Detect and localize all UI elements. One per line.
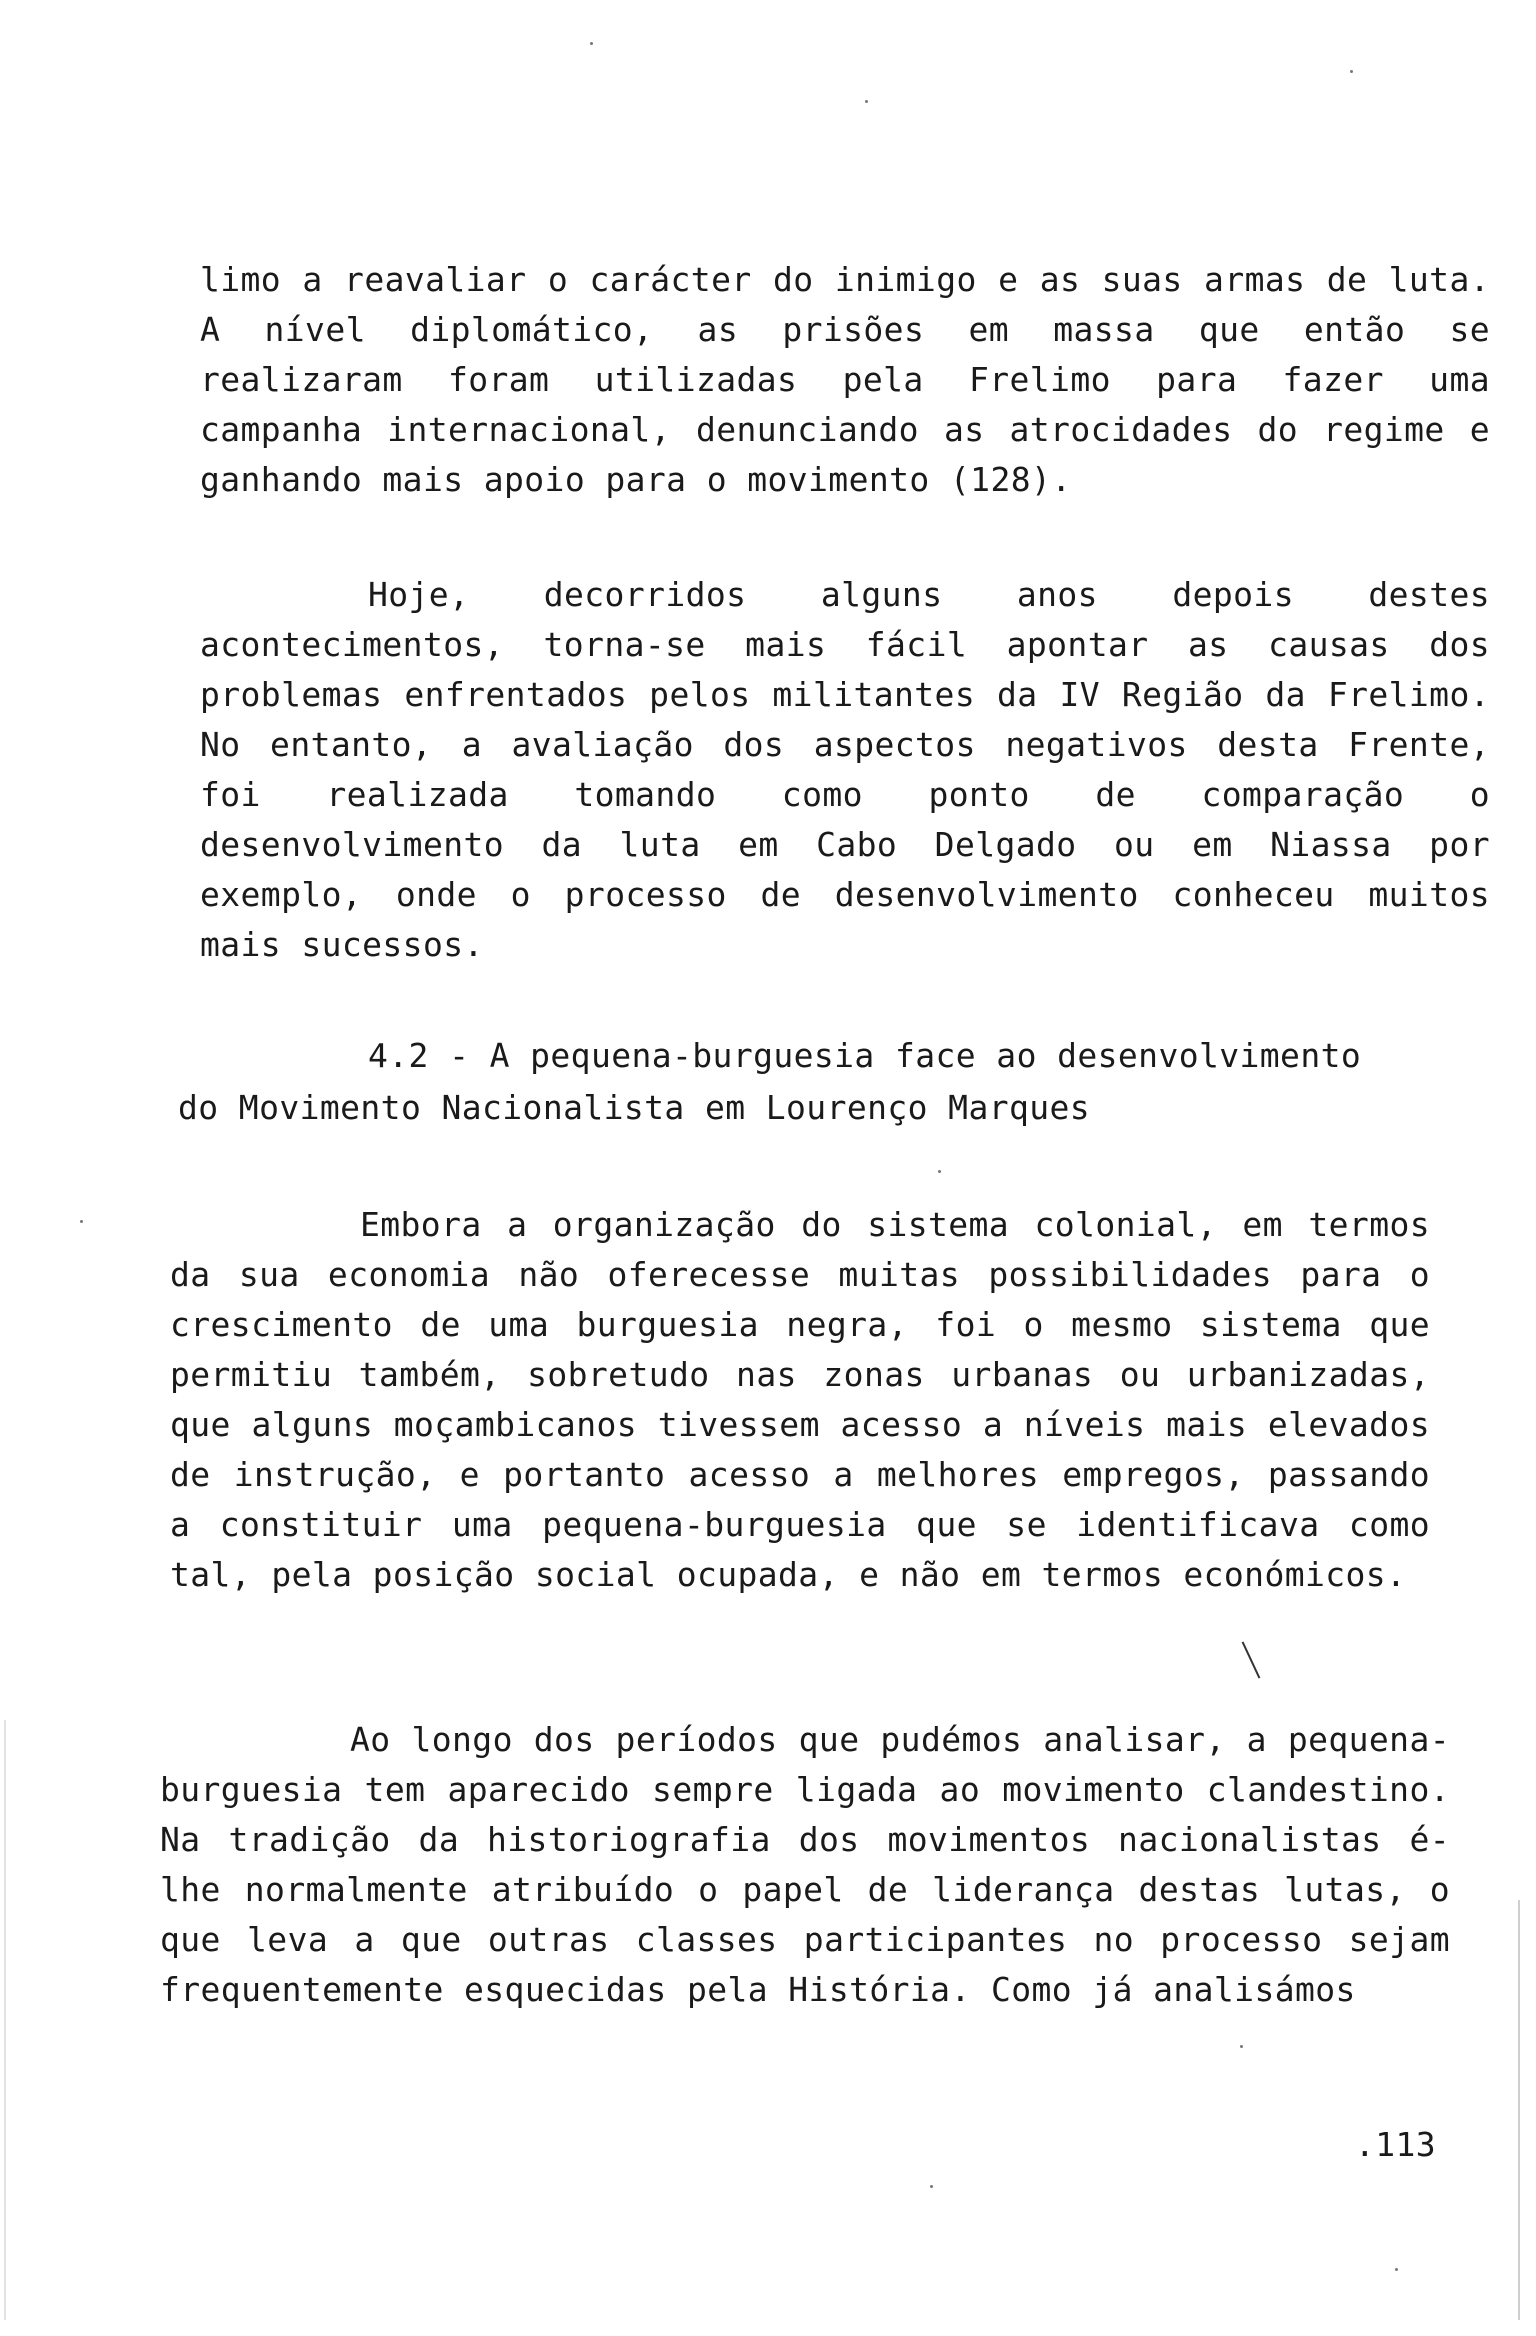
scan-speck	[1240, 2045, 1243, 2048]
pen-mark	[1242, 1641, 1261, 1678]
scan-speck	[938, 1170, 941, 1173]
scan-edge	[4, 1720, 6, 2320]
scan-speck	[930, 2185, 933, 2188]
section-paragraph-2: Ao longo dos períodos que pudémos analisar, a pequena-burguesia tem aparecido sempre ligada ao movimento clandestino. Na tradição da historiografia dos movimentos nacionalistas é-lhe normalmente atribuído o papel de liderança destas lutas, o que leva a que outras classes participantes no processo sejam frequentemente esquecidas pela História. Como já analisámos	[160, 1720, 1450, 2009]
section-heading: 4.2 - A pequena-burguesia face ao desenvolvimento do Movimento Nacionalista em Lourenço Marques	[178, 1036, 1362, 1127]
scan-edge	[1518, 1900, 1520, 2320]
paragraph-2: Hoje, decorridos alguns anos depois destes acontecimentos, torna-se mais fácil apontar as causas dos problemas enfrentados pelos militantes da IV Região da Frelimo. No entanto, a avaliação dos aspectos negativos desta Frente, foi realizada tomando como ponto de comparação o desenvolvimento da luta em Cabo Delgado ou em Niassa por exemplo, onde o processo de desenvolvimento conheceu muitos mais sucessos.	[200, 575, 1490, 964]
scan-speck	[80, 1220, 83, 1223]
scan-speck	[865, 100, 868, 103]
scan-speck	[1395, 2268, 1398, 2271]
paragraph-1: limo a reavaliar o carácter do inimigo e as suas armas de luta. A nível diplomático, as prisões em massa que então se realizaram foram utilizadas pela Frelimo para fazer uma campanha internacional, denunciando as atrocidades do regime e ganhando mais apoio para o movimento (128).	[200, 260, 1490, 499]
section-paragraph-1: Embora a organização do sistema colonial, em termos da sua economia não oferecesse muitas possibilidades para o crescimento de uma burguesia negra, foi o mesmo sistema que permitiu também, sobretudo nas zonas urbanas ou urbanizadas, que alguns moçambicanos tivessem acesso a níveis mais elevados de instrução, e portanto acesso a melhores empregos, passando a constituir uma pequena-burguesia que se identificava como tal, pela posição social ocupada, e não em termos económicos.	[170, 1205, 1430, 1594]
page-number: .113	[1354, 2125, 1436, 2164]
scan-speck	[590, 42, 593, 45]
scan-speck	[1350, 70, 1353, 73]
